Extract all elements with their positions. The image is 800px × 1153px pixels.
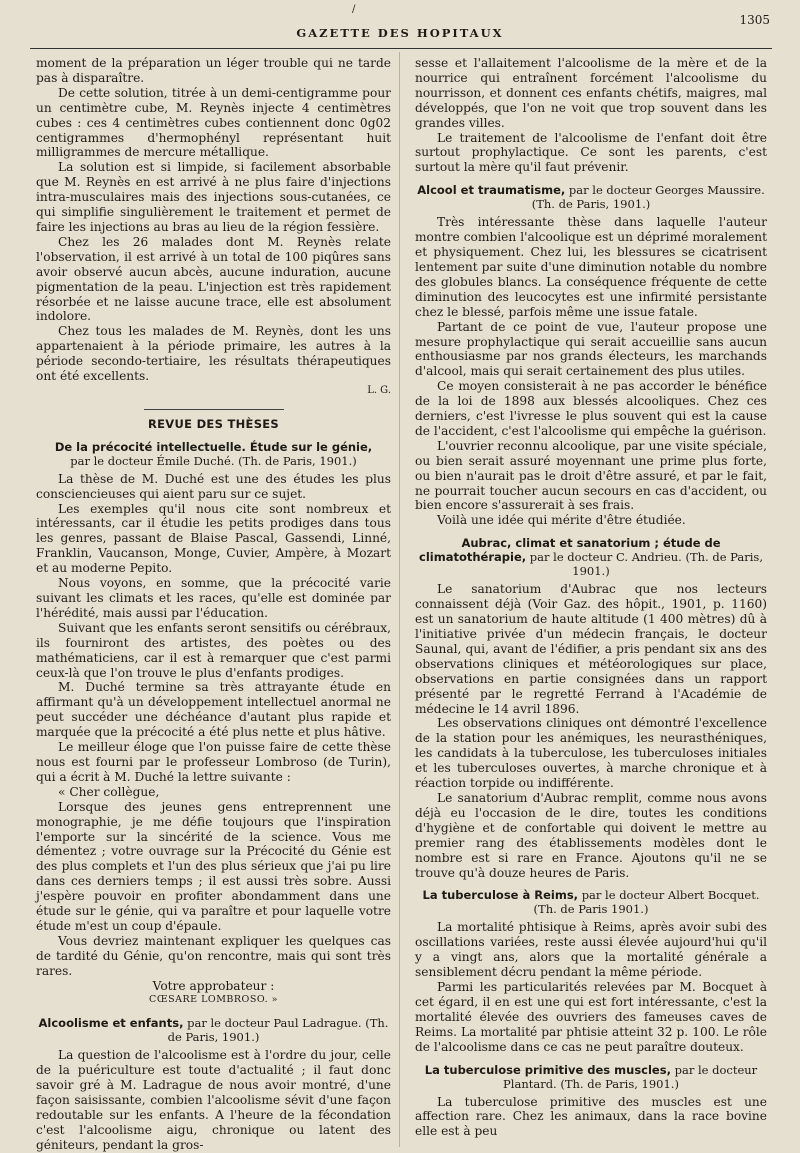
column-gutter [399, 52, 400, 1147]
paragraph: Les exemples qu'il nous cite sont nombreux et intéressants, car il étudie les petits prodiges dans tous les genres, passant de Blaise Pascal, Gassendi, Linné, Franklin, Vaucanson, Monge, Cuvier, Ampère, à Mozart et au moderne Pepito. [36, 501, 391, 576]
paragraph: Chez les 26 malades dont M. Reynès relate l'observation, il est arrivé à un total de 100 piqûres sans avoir observé aucun abcès, aucune induration, aucune pigmentation de la peau. L'injection est très rapidement résorbée et ne laisse aucune trace, elle est absolument indolore. [36, 234, 391, 324]
paragraph: La solution est si limpide, si facilement absorbable que M. Reynès en est arrivé à ne plus faire d'injections intra-musculaires mais des injections sous-cutanées, ce qui simplifie singulièrement le traitement et permet de faire les injections au bras au lieu de la région fessière. [36, 160, 391, 234]
thesis-author: par le docteur Albert Bocquet. (Th. de Paris 1901.) [533, 888, 760, 917]
paragraph: Chez tous les malades de M. Reynès, dont les uns appartenaient à la période primaire, les autres à la période secondo-tertiaire, les résultats thérapeutiques ont été excellents. [36, 324, 391, 384]
thesis-author: par le docteur Plantard. (Th. de Paris, 1901.) [503, 1062, 758, 1091]
paragraph: Parmi les particularités relevées par M. Bocquet à cet égard, il en est une qui est fort intéressante, c'est la mortalité élevée des ouvriers des fameuses caves de Reims. La mortalité par phtisie atteint 32 p. 100. Le rôle de l'alcoolisme dans ce cas ne peut paraître douteux. [415, 980, 767, 1054]
paragraph: sesse et l'allaitement l'alcoolisme de la mère et de la nourrice qui entraînent forcément l'alcoolisme du nourrisson, et donnent ces enfants chétifs, maigres, mal développés, que l'on ne voit que trop souvent dans les grandes villes. [415, 56, 767, 130]
left-column [36, 56, 391, 1153]
paragraph: Voilà une idée qui mérite d'être étudiée. [437, 513, 686, 528]
paragraph: Ce moyen consisterait à ne pas accorder le bénéfice de la loi de 1898 aux blessés alcooliques. Chez ces derniers, c'est l'ivresse le plus souvent qui est la cause de l'accident, c'est l'alcoolisme qui empêche la guérison. [415, 379, 767, 438]
margin-mark: / [352, 4, 356, 15]
page-number: 1305 [739, 13, 770, 27]
letter-body: Vous devriez maintenant expliquer les quelques cas de tardité du Génie, qu'on rencontre, mais qui sont très rares. [36, 933, 391, 978]
paragraph: Partant de ce point de vue, l'auteur propose une mesure prophylactique qui serait accueillie sans aucun enthousiasme par nos grands électeurs, les marchands d'alcool, mais qui serait certainement des plus utiles. [415, 319, 767, 379]
letter-signature: CŒSARE LOMBROSO. » [149, 994, 278, 1006]
thesis-title: La tuberculose à Reims, [422, 888, 579, 903]
journal-title: GAZETTE DES HOPITAUX [296, 26, 504, 40]
thesis-title: Aubrac, climat et sanatorium ; étude de climatothérapie, [419, 536, 721, 565]
thesis-author: par le docteur Paul Ladrague. (Th. de Paris, 1901.) [167, 1016, 389, 1045]
paragraph: moment de la préparation un léger trouble qui ne tarde pas à disparaître. [36, 56, 391, 85]
section-rule [144, 409, 284, 410]
letter-body: Lorsque des jeunes gens entreprennent une monographie, je me défie toujours que l'inspiration l'emporte sur la sincérité de la science. Vous me démentez ; votre ouvrage sur la Précocité du Génie est des plus complets et l'un des plus sérieux que j'ai pu lire dans ces derniers temps ; il est aussi très sobre. Aussi j'espère pouvoir en profiter abondamment dans une étude sur le génie, qui va paraître et pour laquelle votre étude m'est un coup d'épaule. [36, 799, 391, 933]
right-column [415, 56, 767, 1139]
header-rule [30, 48, 772, 49]
thesis-heading [415, 1063, 767, 1091]
thesis-title: Alcoolisme et enfants, [38, 1016, 184, 1031]
paragraph: De cette solution, titrée à un demi-centigramme pour un centimètre cube, M. Reynès injecte 4 centimètres cubes : ces 4 centimètres cubes contiennent donc 0g02 centigrammes d'hermophényl représentant huit milligrammes de mercure métallique. [36, 85, 391, 160]
letter-salutation: « Cher collègue, [58, 784, 160, 799]
paragraph: Le sanatorium d'Aubrac remplit, comme nous avons déjà eu l'occasion de le dire, toutes les conditions d'hygiène et de confortable qui doivent le mettre au premier rang des établissements modèles dont le nombre est si rare en France. Ajoutons qu'il ne se trouve qu'à douze heures de Paris. [415, 790, 767, 880]
thesis-title: De la précocité intellectuelle. Étude sur le génie, [54, 439, 373, 454]
thesis-author: par le docteur C. Andrieu. (Th. de Paris, 1901.) [529, 550, 763, 579]
thesis-author: par le docteur Georges Maussire. (Th. de Paris, 1901.) [531, 183, 765, 212]
paragraph: Très intéressante thèse dans laquelle l'auteur montre combien l'alcoolique est un déprimé moralement et physiquement. Chez lui, les blessures se cicatrisent lentement par suite d'une diminution notable du nombre des globules blancs. La conséquence fréquente de cette diminution des leucocytes est une infirmité persistante chez le blessé, parfois même une issue fatale. [415, 215, 767, 319]
section-heading [36, 409, 391, 432]
paragraph: Le sanatorium d'Aubrac que nos lecteurs connaissent déjà (Voir Gaz. des hôpit., 1901, p. 1160) est un sanatorium de haute altitude (1 400 mètres) dû à l'initiative privée d'un médecin français, le docteur Saunal, qui, avant de l'édifier, a pris pendant six ans des observations cliniques et météorologiques sur place, observations en partie consignées dans un rapport présenté par le regretté Ferrand à l'Académie de médecine le 14 avril 1896. [415, 582, 767, 716]
thesis-heading [36, 440, 391, 468]
thesis-heading [36, 1016, 391, 1044]
paragraph: Le meilleur éloge que l'on puisse faire de cette thèse nous est fourni par le professeur Lombroso (de Turin), qui a écrit à M. Duché la lettre suivante : [36, 740, 391, 784]
letter-closing: Votre approbateur : [152, 978, 275, 993]
signature: L. G. [367, 384, 391, 396]
thesis-heading [415, 183, 767, 211]
thesis-title: La tuberculose primitive des muscles, [424, 1062, 671, 1077]
paragraph: Le traitement de l'alcoolisme de l'enfant doit être surtout prophylactique. Ce sont les parents, c'est surtout la mère qu'il faut prévenir. [415, 130, 767, 175]
paragraph: M. Duché termine sa très attrayante étude en affirmant qu'à un développement intellectuel anormal ne peut succéder une déchéance d'autant plus rapide et marquée que la précocité a été plus nette et plus hâtive. [36, 680, 391, 740]
thesis-heading [415, 536, 767, 578]
thesis-author: par le docteur Émile Duché. (Th. de Paris, 1901.) [70, 453, 357, 468]
paragraph: La tuberculose primitive des muscles est une affection rare. Chez les animaux, dans la race bovine elle est à peu [415, 1094, 767, 1139]
paragraph: La mortalité phtisique à Reims, après avoir subi des oscillations variées, reste aussi élevée aujourd'hui qu'il y a vingt ans, alors que la mortalité générale a sensiblement décru pendant la même période. [415, 920, 767, 980]
thesis-title: Alcool et traumatisme, [417, 183, 566, 198]
paragraph: La thèse de M. Duché est une des études les plus consciencieuses qui aient paru sur ce sujet. [36, 471, 391, 501]
paragraph: La question de l'alcoolisme est à l'ordre du jour, celle de la puériculture est toute d'actualité ; il faut donc savoir gré à M. Ladrague de nous avoir montré, d'une façon saisissante, combien l'alcoolisme sévit d'une façon redoutable sur les enfants. A l'heure de la fécondation c'est l'alcoolisme aigu, chronique ou latent des géniteurs, pendant la gros- [36, 1048, 391, 1152]
paragraph: Suivant que les enfants seront sensitifs ou cérébraux, ils fourniront des artistes, des poètes ou des mathématiciens, car il est à remarquer que c'est parmi ceux-là que l'on trouve le plus d'enfants prodiges. [36, 620, 391, 680]
paragraph: L'ouvrier reconnu alcoolique, par une visite spéciale, ou bien serait assuré moyennant une prime plus forte, ou bien n'aurait pas le droit d'être assuré, et par le fait, ne pourrait toucher aucun secours en cas d'accident, ou bien encore s'assurerait à ses frais. [415, 438, 767, 513]
section-title: REVUE DES THÈSES [147, 416, 280, 431]
thesis-heading [415, 888, 767, 916]
page-header [30, 4, 770, 46]
paragraph: Nous voyons, en somme, que la précocité varie suivant les climats et les races, qu'elle est dominée par l'hérédité, mais aussi par l'éducation. [36, 576, 391, 620]
paragraph: Les observations cliniques ont démontré l'excellence de la station pour les anémiques, les neurasthéniques, les candidats à la tuberculose, les tuberculoses initiales et les tuberculoses ouvertes, à marche chronique et à réaction torpide ou indifférente. [415, 716, 767, 791]
